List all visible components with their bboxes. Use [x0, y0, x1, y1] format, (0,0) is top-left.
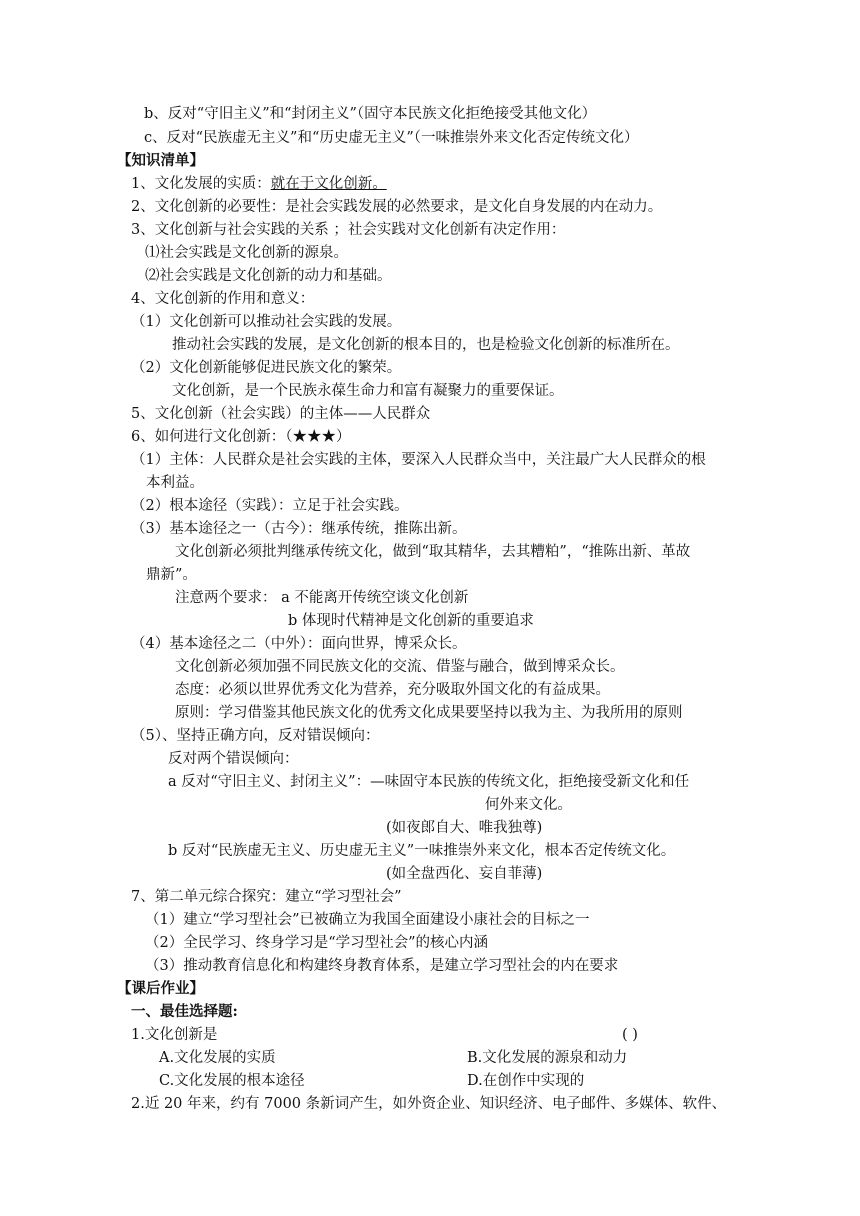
- knowledge-item-3: 3、文化创新与社会实践的关系 ；社会实践对文化创新有决定作用：: [131, 222, 566, 238]
- homework-section-title: 一、最佳选择题:: [131, 1003, 238, 1020]
- knowledge-item-6-5-b: b 反对“民族虚无主义、历史虚无主义”一味推崇外来文化，根本否定传统文化。: [168, 843, 676, 859]
- knowledge-item-6: 6、如何进行文化创新：（★★★）: [131, 429, 351, 445]
- knowledge-item-7: 7、第二单元综合探究：建立“学习型社会”: [131, 889, 402, 905]
- knowledge-item-6-5: （5）、坚持正确方向，反对错误倾向：: [131, 728, 380, 744]
- knowledge-item-4-1-detail: 推动社会实践的发展，是文化创新的根本目的，也是检验文化创新的标准所在。: [172, 337, 680, 353]
- knowledge-item-7-1: （1）建立“学习型社会”已被确立为我国全面建设小康社会的目标之一: [145, 912, 590, 928]
- knowledge-item-6-4-detail: 文化创新必须加强不同民族文化的交流、借鉴与融合，做到博采众长。: [175, 659, 625, 675]
- knowledge-item-6-3-detail: 文化创新必须批判继承传统文化，做到“取其精华，去其糟粕”，“推陈出新、革故: [175, 544, 691, 560]
- knowledge-item-3-2: ⑵社会实践是文化创新的动力和基础。: [145, 268, 392, 284]
- knowledge-item-6-5-a: a 反对“守旧主义、封闭主义”：—味固守本民族的传统文化，拒绝接受新文化和任: [168, 774, 690, 790]
- knowledge-item-7-3: （3）推动教育信息化和构建终身教育体系，是建立学习型社会的内在要求: [145, 958, 619, 974]
- knowledge-item-6-1-cont: 本利益。: [146, 475, 204, 491]
- question-1: 1.文化创新是: [131, 1027, 218, 1043]
- knowledge-item-6-4-attitude: 态度：必须以世界优秀文化为营养，充分吸取外国文化的有益成果。: [175, 682, 610, 698]
- knowledge-item-6-5-b-example: (如全盘西化、妄自菲薄): [386, 866, 543, 882]
- question-1-option-c: C.文化发展的根本途径: [159, 1073, 305, 1089]
- knowledge-item-6-3-req-a: 注意两个要求： a 不能离开传统空谈文化创新: [175, 590, 469, 606]
- knowledge-item-6-3-req-b: b 体现时代精神是文化创新的重要追求: [288, 613, 534, 629]
- intro-line-c: c、反对“民族虚无主义”和“历史虚无主义”（一味推崇外来文化否定传统文化）: [144, 130, 639, 146]
- knowledge-item-6-3: （3）基本途径之一（古今）：继承传统，推陈出新。: [131, 521, 467, 537]
- knowledge-item-4: 4、文化创新的作用和意义：: [131, 291, 315, 307]
- intro-line-b: b、反对“守旧主义”和“封闭主义”（固守本民族文化拒绝接受其他文化）: [144, 106, 597, 122]
- knowledge-item-4-1: （1）文化创新可以推动社会实践的发展。: [131, 314, 402, 330]
- knowledge-item-4-2-detail: 文化创新，是一个民族永葆生命力和富有凝聚力的重要保证。: [172, 383, 564, 399]
- knowledge-item-5: 5、文化创新（社会实践）的主体——人民群众: [131, 406, 431, 422]
- knowledge-item-3-1: ⑴社会实践是文化创新的源泉。: [145, 245, 348, 261]
- knowledge-item-1: [131, 173, 387, 195]
- item-1-answer: 就在于文化创新。: [270, 176, 387, 192]
- question-1-option-a: A.文化发展的实质: [159, 1050, 276, 1066]
- knowledge-heading: 【知识清单】: [117, 152, 204, 169]
- knowledge-item-6-4-principle: 原则：学习借鉴其他民族文化的优秀文化成果要坚持以我为主、为我所用的原则: [175, 705, 683, 721]
- knowledge-item-6-1: （1）主体：人民群众是社会实践的主体，要深入人民群众当中，关注最广大人民群众的根: [131, 452, 706, 468]
- question-1-answer-blank: ( ): [622, 1027, 638, 1043]
- homework-heading: 【课后作业】: [117, 980, 204, 997]
- item-1-label: 1、文化发展的实质：: [131, 176, 271, 192]
- knowledge-item-6-4: （4）基本途径之二（中外）：面向世界，博采众长。: [131, 636, 467, 652]
- knowledge-item-6-5-a-example: (如夜郎自大、唯我独尊): [386, 820, 543, 836]
- question-1-option-b: B.文化发展的源泉和动力: [467, 1050, 628, 1066]
- knowledge-item-6-2: （2）根本途径（实践）：立足于社会实践。: [131, 498, 409, 514]
- knowledge-item-2: 2、文化创新的必要性：是社会实践发展的必然要求，是文化自身发展的内在动力。: [131, 199, 663, 215]
- knowledge-item-6-3-cont: 鼎新”。: [146, 567, 197, 583]
- question-1-option-d: D.在创作中实现的: [467, 1073, 585, 1089]
- knowledge-item-7-2: （2）全民学习、终身学习是“学习型社会”的核心内涵: [145, 935, 489, 951]
- knowledge-item-6-5-a-cont: 何外来文化。: [485, 797, 572, 813]
- knowledge-item-6-5-intro: 反对两个错误倾向：: [168, 751, 299, 767]
- question-2: 2.近 20 年来，约有 7000 条新词产生，如外资企业、知识经济、电子邮件、多媒体、软件、: [131, 1096, 727, 1112]
- knowledge-item-4-2: （2）文化创新能够促进民族文化的繁荣。: [131, 360, 402, 376]
